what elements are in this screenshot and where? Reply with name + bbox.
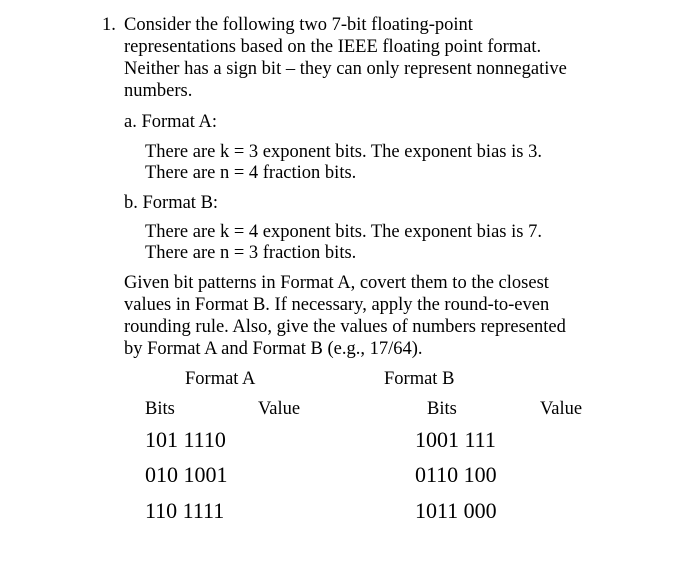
format-b-bits-cell: 1001 111 — [415, 427, 496, 452]
question-number: 1. — [102, 15, 116, 35]
format-a-line: There are k = 3 exponent bits. The exponent bias is 3. — [145, 142, 542, 162]
instructions-line: values in Format B. If necessary, apply the round-to-even — [124, 295, 550, 315]
format-a-bits-header: Bits — [145, 399, 175, 419]
instructions-line: by Format A and Format B (e.g., 17/64). — [124, 339, 423, 359]
format-a-bits-cell: 101 1110 — [145, 427, 226, 452]
instructions-line: Given bit patterns in Format A, covert them to the closest — [124, 273, 549, 293]
format-a-value-header: Value — [258, 399, 301, 419]
format-b-column-label: Format B — [384, 369, 455, 389]
intro-line: numbers. — [124, 81, 193, 101]
format-b-bits-cell: 1011 000 — [415, 498, 497, 523]
intro-line: Consider the following two 7-bit floating-point — [124, 15, 473, 35]
format-b-line: There are n = 3 fraction bits. — [145, 243, 357, 263]
format-b-line: There are k = 4 exponent bits. The exponent bias is 7. — [145, 222, 542, 242]
format-a-bits-cell: 110 1111 — [145, 498, 225, 523]
format-a-line: There are n = 4 fraction bits. — [145, 163, 357, 183]
format-b-value-header: Value — [540, 399, 583, 419]
instructions-line: rounding rule. Also, give the values of numbers represented — [124, 317, 566, 337]
format-a-column-label: Format A — [185, 369, 256, 389]
format-a-bits-cell: 010 1001 — [145, 462, 228, 487]
format-b-bits-header: Bits — [427, 399, 457, 419]
intro-line: representations based on the IEEE floating point format. — [124, 37, 542, 57]
format-b-bits-cell: 0110 100 — [415, 462, 497, 487]
format-b-heading: b. Format B: — [124, 193, 219, 213]
intro-line: Neither has a sign bit – they can only represent nonnegative — [124, 59, 567, 79]
format-a-heading: a. Format A: — [124, 112, 218, 132]
